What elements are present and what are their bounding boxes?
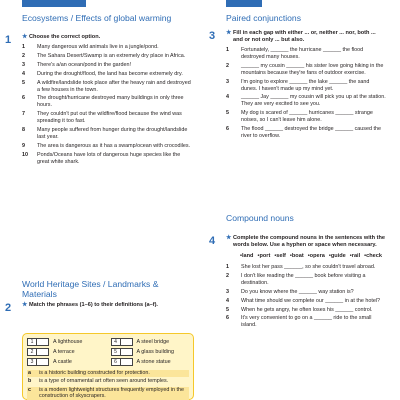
item-text: Many people suffered from hunger during the drought/landslide last year. (37, 127, 188, 140)
definition-item (27, 378, 189, 385)
item-number: 5 (226, 306, 229, 313)
exercise-item (22, 143, 194, 150)
exercise-instruction: ★ Complete the compound nouns in the sentences with the words below. Use a hyphen or space when necessary. (226, 235, 385, 248)
exercise-instruction: ★ Match the phrases (1–6) to their definitions (a–f). (22, 302, 158, 308)
exercise-item (226, 47, 386, 61)
exercise-item (226, 94, 386, 108)
exercise-items (22, 44, 194, 166)
definition-letter: b (28, 378, 32, 385)
matching-item (27, 348, 106, 356)
item-text: ______ Jay ______ my cousin will pick you up at the station. They are very excited to see you. (241, 94, 386, 108)
item-text: The Sahara Desert/Swamp is an extremely dry place in Africa. (37, 52, 186, 59)
word-bank-item: guide (330, 253, 346, 259)
item-text: Ponds/Oceans have lots of dangerous huge species like the great white shark. (37, 151, 181, 165)
item-text: Fortunately, ______ the hurricane ______ the flood destroyed many houses. (241, 47, 364, 60)
answer-box[interactable] (121, 338, 133, 346)
item-number: 3 (22, 61, 25, 68)
item-text: The area is dangerous as it has a swamp/ocean with crocodiles. (37, 142, 191, 149)
word-bank-item: self (276, 253, 286, 259)
word-bank: •land •port •self •boat •opera •guide •rail •check (240, 253, 383, 259)
star-icon: ★ (226, 235, 232, 241)
definition-text: is a historic building constructed for protection. (39, 370, 150, 376)
word-bank-item: rail (351, 253, 361, 259)
matching-item (111, 338, 190, 346)
answer-box[interactable] (37, 348, 49, 356)
item-number: 10 (22, 151, 28, 158)
matching-number: 6 (111, 358, 121, 366)
item-number: 6 (226, 315, 229, 322)
exercise-item (226, 264, 386, 271)
item-number: 2 (22, 52, 25, 59)
grammar-section-title: Paired conjunctions (226, 13, 302, 23)
exercise-item (22, 44, 194, 51)
matching-box (22, 333, 194, 400)
exercise-3 (209, 30, 386, 142)
item-text: There's a/an ocean/pond in the garden! (37, 61, 131, 68)
definition-letter: c (28, 386, 31, 393)
item-number: 6 (22, 95, 25, 102)
item-number: 9 (22, 142, 25, 149)
exercise-number: 4 (209, 235, 216, 247)
item-text: What time should we complete our ______ in at the hotel? (241, 297, 381, 304)
item-number: 4 (226, 94, 229, 101)
item-number: 6 (226, 126, 229, 133)
item-number: 4 (226, 297, 229, 304)
item-number: 1 (226, 47, 229, 53)
exercise-item (226, 110, 386, 124)
item-text: She lost her pass ______, so she couldn't travel abroad. (241, 264, 376, 270)
star-icon: ★ (22, 302, 28, 308)
exercise-item (226, 307, 386, 314)
item-number: 5 (226, 110, 229, 117)
exercise-item (22, 62, 194, 69)
matching-phrase: A lighthouse (53, 338, 83, 345)
exercise-item (22, 53, 194, 60)
exercise-item (22, 71, 194, 78)
definition-item (27, 370, 189, 377)
exercise-2 (5, 302, 194, 314)
exercise-items (226, 47, 386, 140)
exercise-item (226, 298, 386, 305)
definition-text: is a modern lightweight structures frequently employed in the construction of skyscrapers. (39, 386, 185, 400)
matching-number: 2 (27, 348, 37, 356)
definition-text: is a type of ornamental art often seen around temples. (39, 378, 169, 385)
item-number: 1 (226, 264, 229, 270)
item-text: The flood ______ destroyed the bridge ______ caused the river to overflow. (241, 126, 381, 139)
exercise-item (22, 111, 194, 125)
exercise-4 (209, 235, 386, 331)
item-number: 3 (226, 78, 229, 85)
matching-phrase: A steel bridge (136, 338, 170, 345)
answer-box[interactable] (121, 348, 133, 356)
item-number: 2 (226, 272, 229, 279)
answer-box[interactable] (121, 358, 133, 366)
exercise-item (22, 152, 194, 166)
word-bank-item: check (366, 253, 383, 259)
item-text: They couldn't put out the wildfire/flood because the wind was spreading it too fast. (37, 111, 182, 125)
exercise-number: 3 (209, 30, 216, 42)
star-icon: ★ (226, 30, 232, 36)
item-number: 2 (226, 62, 229, 69)
exercise-items (226, 264, 386, 329)
item-text: I'm going to explore ______ the lake ______ the sand dunes. I haven't made up my mind yet. (241, 78, 370, 92)
exercise-1 (5, 34, 194, 168)
compounds-section-title: Compound nouns (226, 213, 294, 223)
section-tab-left (22, 0, 86, 7)
exercise-item (22, 127, 194, 141)
matching-number: 3 (27, 358, 37, 366)
exercise-item (226, 289, 386, 296)
matching-item (27, 338, 106, 346)
item-text: When he gets angry, he often loses his ______ control. (241, 306, 373, 313)
item-text: My dog is scared of ______ hurricanes ______ strange noises, so I can't leave him alone. (241, 110, 373, 124)
matching-phrase: A stone statue (136, 358, 171, 365)
exercise-item (226, 273, 386, 287)
item-number: 3 (226, 288, 229, 295)
exercise-number: 2 (5, 302, 12, 314)
item-number: 8 (22, 127, 25, 134)
answer-box[interactable] (37, 338, 49, 346)
item-text: During the drought/flood, the land has become extremely dry. (37, 70, 183, 77)
matching-phrase: A glass building (136, 348, 174, 355)
item-text: The drought/hurricane destroyed many buildings in only three hours. (37, 95, 184, 109)
exercise-number: 1 (5, 34, 12, 46)
matching-item (111, 358, 190, 366)
item-text: Do you know where the ______ way station is? (241, 288, 354, 295)
matching-item (27, 358, 106, 366)
word-bank-item: port (259, 253, 271, 259)
matching-grid (27, 338, 189, 366)
definition-item (27, 387, 189, 400)
exercise-instruction: ★ Choose the correct option. (22, 34, 101, 40)
item-text: It's very convenient to go on a ______ ride to the small island. (241, 315, 372, 329)
item-number: 7 (22, 111, 25, 118)
matching-number: 4 (111, 338, 121, 346)
heritage-section-title: World Heritage Sites / Landmarks & Materials (22, 279, 159, 299)
matching-number: 5 (111, 348, 121, 356)
vocab-section-title: Ecosystems / Effects of global warming (22, 13, 172, 23)
item-number: 5 (22, 79, 25, 86)
exercise-instruction: ★ Fill in each gap with either ... or, neither ... nor, both ... and or not only ... but also. (226, 30, 376, 43)
item-text: Many dangerous wild animals live in a jungle/pond. (37, 44, 159, 50)
star-icon: ★ (22, 34, 28, 40)
definitions-list (27, 370, 189, 400)
answer-box[interactable] (37, 358, 49, 366)
exercise-item (22, 80, 194, 94)
item-text: ______ my cousin ______ his sister love going hiking in the mountains because they're fans of outdoor exercise. (241, 62, 384, 76)
exercise-item (226, 63, 386, 77)
item-text: A wildfire/landslide took place after the heavy rain and destroyed a few houses in the town. (37, 79, 191, 93)
item-number: 1 (22, 44, 25, 50)
word-bank-item: boat (291, 253, 304, 259)
item-text: I don't like reading the ______ book before visiting a destination. (241, 272, 366, 286)
definition-letter: a (28, 370, 31, 376)
exercise-item (22, 95, 194, 109)
word-bank-item: land (241, 253, 254, 259)
word-bank-item: opera (309, 253, 325, 259)
exercise-item (226, 126, 386, 140)
item-number: 4 (22, 70, 25, 77)
section-tab-right (226, 0, 262, 7)
matching-number: 1 (27, 338, 37, 346)
matching-phrase: A terrace (53, 348, 75, 355)
matching-phrase: A castle (53, 358, 72, 365)
matching-item (111, 348, 190, 356)
exercise-item (226, 315, 386, 329)
exercise-item (226, 79, 386, 93)
